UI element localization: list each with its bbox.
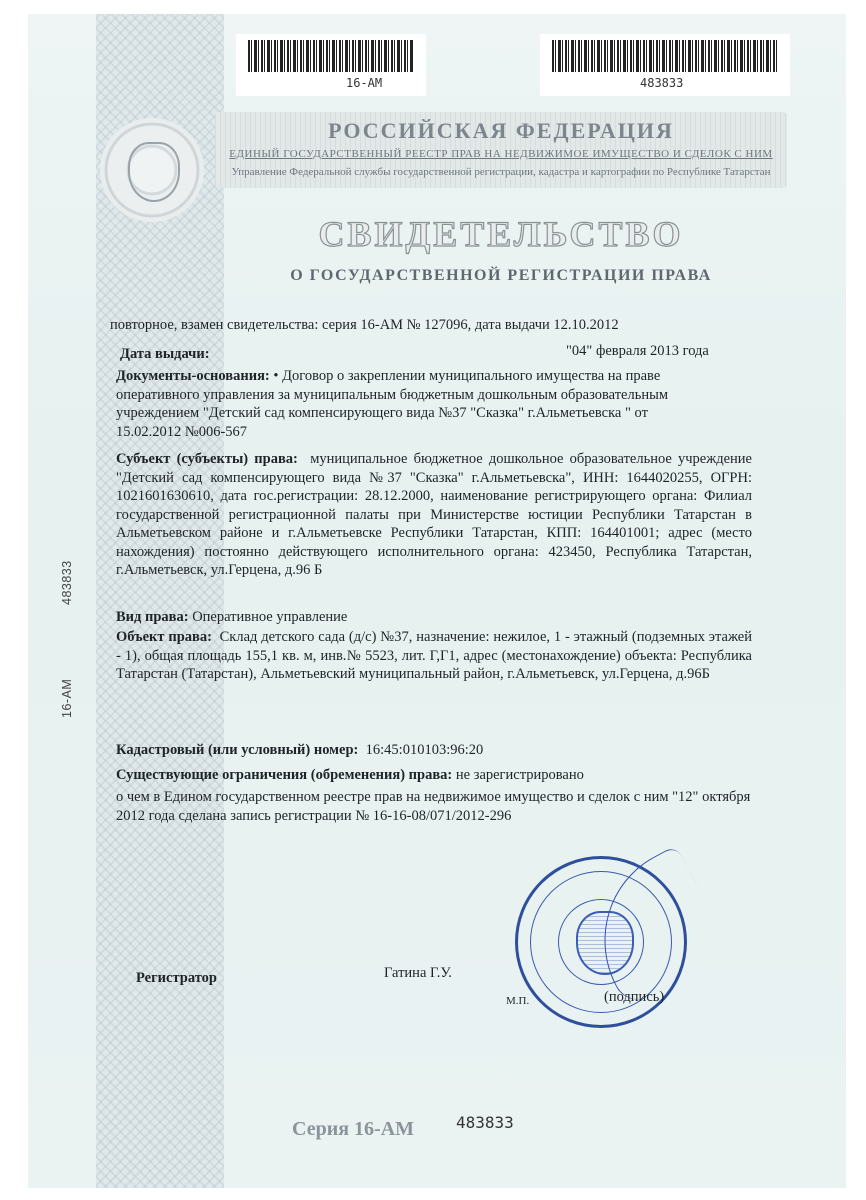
right-type-value: Оперативное управление bbox=[192, 609, 348, 625]
barcode-right-label: 483833 bbox=[640, 76, 684, 90]
signature-label: (подпись) bbox=[604, 989, 665, 1005]
object-of-right bbox=[116, 628, 752, 684]
side-number: 483833 bbox=[60, 560, 74, 605]
subject-value: муниципальное бюджетное дошкольное образовательное учреждение "Детский сад компенсирующего вида №37 "Сказка" г.Альметьевска", ИНН: 1644020255, ОГРН: 1021601630610, дата гос.регистрации: 28.12.2000, наименование регистрирующего органа: Филиал государственной регистрационной палаты при Министерстве юстиции Республики Татарстан в Альметьевском районе и г.Альметьевске Республики Татарстан, КПП: 164401001; адрес (место нахождения) постоянно действующего исполнительного органа: 423450, Республика Татарстан, г.Альметьевск, ул.Герцена, д.96 Б bbox=[116, 451, 752, 578]
object-value: Склад детского сада (д/с) №37, назначение: нежилое, 1 - этажный (подземных этажей - 1), общая площадь 155,1 кв. м, инв.№ 5523, лит. Г,Г1, адрес (местонахождение) объекта: Республика Татарстан (Татарстан), Альметьевский муниципальный район, г.Альметьевск, ул.Герцена, д.96Б bbox=[116, 629, 752, 682]
cadastral-value: 16:45:010103:96:20 bbox=[365, 742, 484, 758]
documents-basis bbox=[116, 367, 676, 441]
country-title: РОССИЙСКАЯ ФЕДЕРАЦИЯ bbox=[328, 118, 674, 143]
restrictions bbox=[116, 766, 584, 785]
subject-of-right bbox=[116, 450, 752, 580]
cadastral-number bbox=[116, 741, 483, 760]
issue-date-label: Дата выдачи: bbox=[120, 346, 210, 362]
certificate-subtitle: О ГОСУДАРСТВЕННОЙ РЕГИСТРАЦИИ ПРАВА bbox=[290, 267, 712, 284]
eagle-icon bbox=[128, 142, 180, 202]
barcode-right-box bbox=[540, 34, 790, 96]
stamp-place-label: М.П. bbox=[506, 995, 530, 1007]
restrictions-value: не зарегистрировано bbox=[455, 767, 584, 783]
cadastral-label: Кадастровый (или условный) номер: bbox=[116, 742, 359, 758]
documents-basis-label: Документы-основания: bbox=[116, 368, 270, 384]
issue-date-value: "04" февраля 2013 года bbox=[566, 343, 709, 359]
barcode-left bbox=[248, 40, 414, 72]
restrictions-label: Существующие ограничения (обременения) права: bbox=[116, 767, 453, 783]
registrar-label: Регистратор bbox=[136, 970, 217, 986]
repeat-note: повторное, взамен свидетельства: серия 16-АМ № 127096, дата выдачи 12.10.2012 bbox=[110, 317, 619, 333]
coat-of-arms-emblem bbox=[100, 118, 204, 222]
series-label: Серия 16-АМ bbox=[292, 1118, 415, 1140]
object-label: Объект права: bbox=[116, 629, 212, 645]
registrar-name: Гатина Г.У. bbox=[384, 965, 452, 981]
right-type-label: Вид права: bbox=[116, 609, 189, 625]
subject-label: Субъект (субъекты) права: bbox=[116, 451, 298, 467]
documents-basis-value: • Договор о закреплении муниципального имущества на праве оперативного управления за муниципальным бюджетным дошкольным образовательным учреждением "Детский сад компенсирующего вида №37 "Сказка" г.Альметьевска " от 15.02.2012 №006-567 bbox=[116, 368, 669, 440]
registry-name: ЕДИНЫЙ ГОСУДАРСТВЕННЫЙ РЕЕСТР ПРАВ НА НЕДВИЖИМОЕ ИМУЩЕСТВО И СДЕЛОК С НИМ bbox=[229, 148, 773, 160]
certificate-title: СВИДЕТЕЛЬСТВО bbox=[318, 214, 684, 254]
right-type bbox=[116, 608, 347, 627]
record-note: о чем в Едином государственном реестре прав на недвижимое имущество и сделок с ним "12" октября 2012 года сделана запись регистрации № 16-16-08/071/2012-296 bbox=[116, 789, 751, 824]
series-number: 483833 bbox=[456, 1113, 514, 1132]
side-series: 16-АМ bbox=[60, 678, 74, 718]
barcode-left-box bbox=[236, 34, 426, 96]
barcode-left-label: 16-АМ bbox=[346, 76, 383, 90]
barcode-right bbox=[552, 40, 778, 72]
authority-name: Управление Федеральной службы государственной регистрации, кадастра и картографии по Республике Татарстан bbox=[231, 166, 771, 178]
